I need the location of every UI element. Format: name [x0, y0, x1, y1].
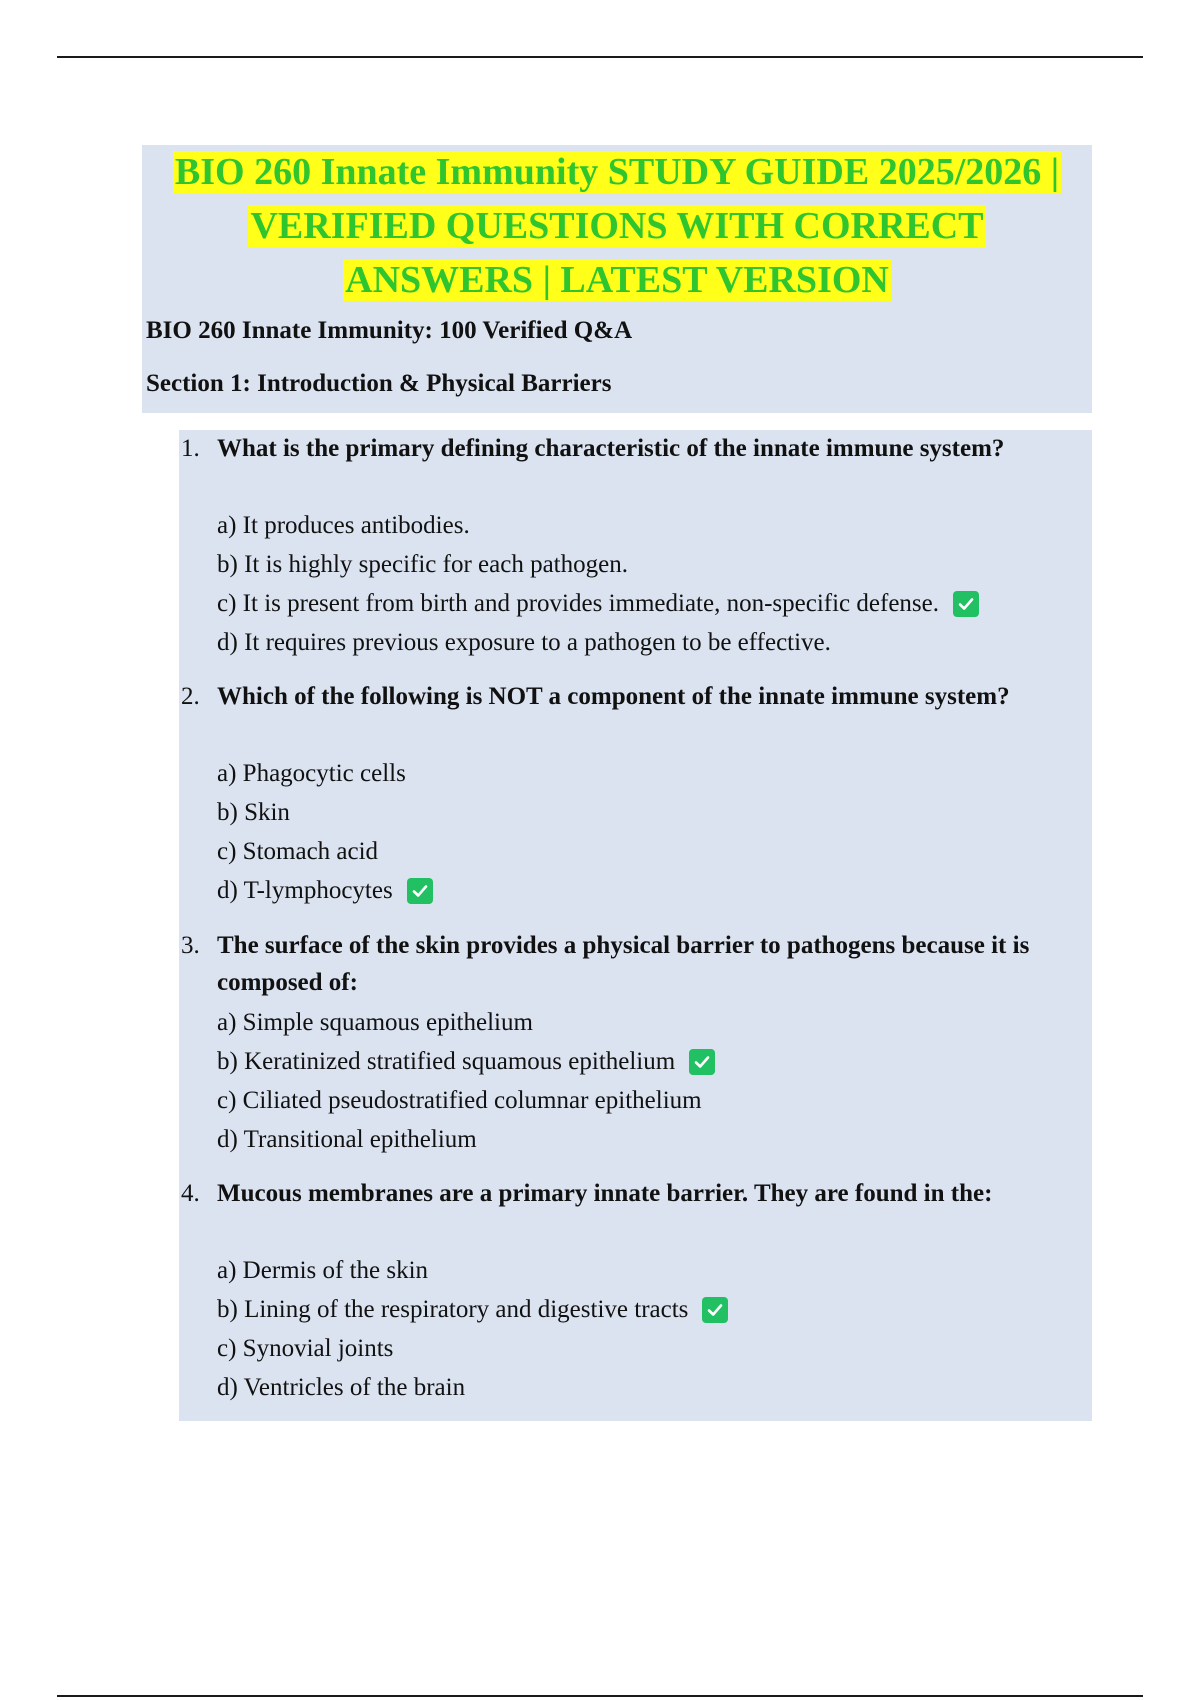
answer-option-correct: [217, 1042, 715, 1081]
answer-option: [217, 1003, 715, 1042]
question-number: 1.: [181, 435, 200, 462]
option-text: b) Lining of the respiratory and digestive tracts: [217, 1296, 689, 1323]
answer-option: [217, 1329, 728, 1368]
answer-option: [217, 1120, 715, 1159]
option-text: d) Ventricles of the brain: [217, 1374, 466, 1401]
answer-option: [217, 1368, 728, 1407]
question-number: 2.: [181, 683, 200, 710]
document-subtitle: BIO 260 Innate Immunity: 100 Verified Q&A: [146, 317, 633, 344]
answer-option: [217, 623, 979, 662]
header-block: [142, 145, 1092, 413]
option-text: b) It is highly specific for each pathogen.: [217, 551, 628, 578]
title-line: VERIFIED QUESTIONS WITH CORRECT: [250, 205, 984, 247]
title-line: BIO 260 Innate Immunity STUDY GUIDE 2025/2026 |: [174, 151, 1060, 193]
option-text: d) It requires previous exposure to a pathogen to be effective.: [217, 629, 831, 656]
answer-option: [217, 506, 979, 545]
option-list: [217, 754, 433, 910]
header-rule: [57, 56, 1143, 58]
answer-option-correct: [217, 584, 979, 623]
answer-option: [217, 793, 433, 832]
check-icon: [407, 878, 433, 904]
option-text: c) Synovial joints: [217, 1335, 394, 1362]
answer-option: [217, 1251, 728, 1290]
check-icon: [689, 1049, 715, 1075]
option-list: [217, 1251, 728, 1407]
option-list: [217, 506, 979, 662]
check-icon: [953, 591, 979, 617]
footer-rule: [57, 1695, 1143, 1697]
option-text: c) Ciliated pseudostratified columnar epithelium: [217, 1087, 702, 1114]
answer-option: [217, 754, 433, 793]
section-heading: Section 1: Introduction & Physical Barriers: [146, 370, 612, 397]
option-text: a) Simple squamous epithelium: [217, 1009, 533, 1036]
option-text: b) Skin: [217, 799, 290, 826]
check-icon: [702, 1297, 728, 1323]
option-text: a) Dermis of the skin: [217, 1257, 429, 1284]
document-title: [142, 145, 1092, 307]
option-text: c) It is present from birth and provides immediate, non-specific defense.: [217, 590, 939, 617]
option-text: d) T-lymphocytes: [217, 877, 393, 904]
title-line: ANSWERS | LATEST VERSION: [345, 259, 889, 301]
answer-option-correct: [217, 871, 433, 910]
question-text: Mucous membranes are a primary innate barrier. They are found in the:: [217, 1180, 993, 1207]
option-text: a) It produces antibodies.: [217, 512, 470, 539]
question-number: 3.: [181, 932, 200, 959]
question-text: What is the primary defining characteristic of the innate immune system?: [217, 435, 1005, 462]
option-text: a) Phagocytic cells: [217, 760, 406, 787]
option-text: d) Transitional epithelium: [217, 1126, 477, 1153]
questions-block: [179, 430, 1092, 1421]
answer-option-correct: [217, 1290, 728, 1329]
answer-option: [217, 1081, 715, 1120]
question-text: The surface of the skin provides a physical barrier to pathogens because it is composed of:: [217, 932, 1030, 996]
option-text: c) Stomach acid: [217, 838, 379, 865]
question-number: 4.: [181, 1180, 200, 1207]
option-text: b) Keratinized stratified squamous epithelium: [217, 1048, 676, 1075]
question-text: Which of the following is NOT a component of the innate immune system?: [217, 683, 1010, 710]
answer-option: [217, 832, 433, 871]
option-list: [217, 1003, 715, 1159]
answer-option: [217, 545, 979, 584]
